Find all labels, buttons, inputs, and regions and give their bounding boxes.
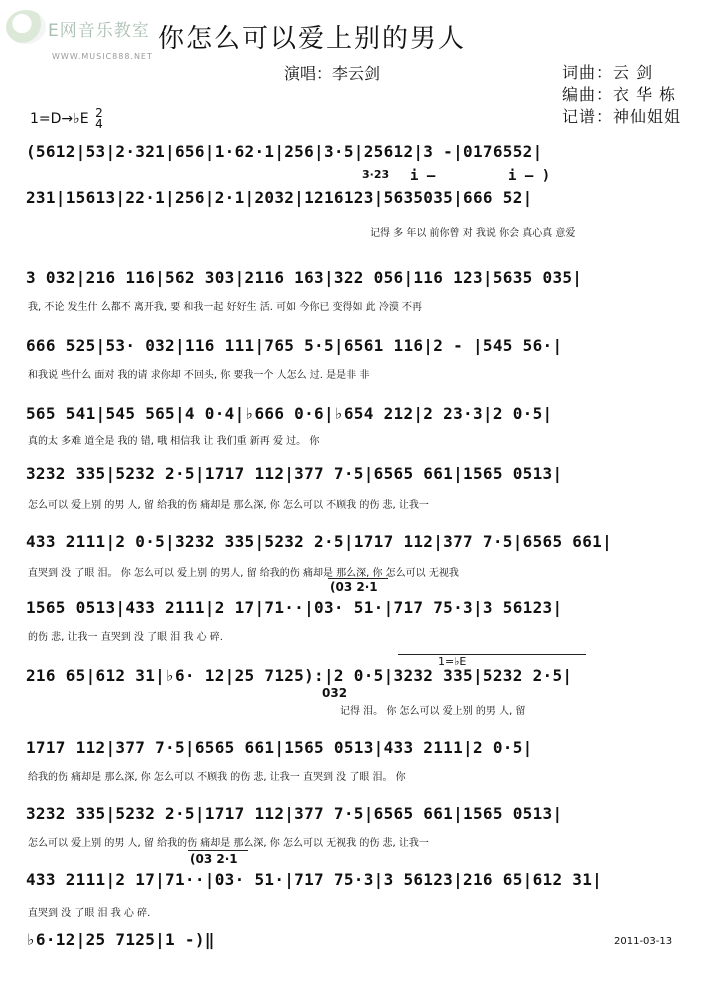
- key-signature: [30, 108, 103, 130]
- time-signature: [95, 108, 103, 130]
- lyric-row-4: 和我说 些什么 面对 我的请 求你却 不回头, 你 要我一个 人怎么 过. 是是非 非: [28, 370, 370, 381]
- lyric-row-12: 直哭到 没 了眼 泪 我 心 碎.: [28, 908, 151, 919]
- alt-ending: 032: [322, 686, 348, 700]
- site-logo: [4, 6, 174, 66]
- site-name: E网音乐教室: [48, 21, 150, 41]
- volta-line-3: [188, 850, 248, 851]
- key-change: 1=♭E: [438, 655, 467, 668]
- notation-row-8: 1565 0513|433 2111|2 17|71··|03· 51·|717 75·3|3 56123|: [26, 598, 563, 617]
- volta-second: (03 2·1: [190, 852, 238, 866]
- notation-row-3: 3 032|216 116|562 303|2116 163|322 056|116 123|5635 035|: [26, 268, 583, 287]
- notation-row-11: 3232 335|5232 2·5|1717 112|377 7·5|6565 661|1565 0513|: [26, 804, 563, 823]
- lyric-row-9: 记得 泪。 你 怎么可以 爱上别 的男 人, 留: [340, 706, 526, 717]
- lyric-row-3: 我, 不论 发生什 么都不 离开我, 要 和我一起 好好生 活. 可如 今你已 变得如 此 冷漠 不再: [28, 302, 423, 313]
- notation-row-2: 231|15613|22·1|256|2·1|2032|1216123|5635035|666 52|: [26, 188, 533, 207]
- site-url: WWW.MUSIC888.NET: [52, 52, 153, 61]
- singer-credit: 演唱：李云剑: [284, 64, 381, 83]
- notation-row-13: ♭6·12|25 7125|1 -)‖: [26, 930, 215, 949]
- arranger-credit: 编曲：衣 华 栋: [562, 85, 677, 104]
- notation-row-4: 666 525|53· 032|116 111|765 5·5|6561 116|2 - |545 56·|: [26, 336, 563, 355]
- transcription-date: 2011-03-13: [614, 936, 673, 947]
- notation-row-12: 433 2111|2 17|71··|03· 51·|717 75·3|3 56123|216 65|612 31|: [26, 870, 603, 889]
- song-title: 你怎么可以爱上别的男人: [158, 24, 467, 54]
- lyric-row-2: 记得 多 年以 前你曾 对 我说 你会 真心真 意爱: [370, 228, 576, 239]
- transcriber-credit: 记谱：神仙姐姐: [562, 107, 682, 126]
- volta-first: (03 2·1: [330, 580, 378, 594]
- lyric-row-10: 给我的伤 痛却是 那么深, 你 怎么可以 不顾我 的伤 悲, 让我一 直哭到 没 了眼 泪。 你: [28, 772, 406, 783]
- time-top: 2: [95, 106, 103, 120]
- notation-row-6: 3232 335|5232 2·5|1717 112|377 7·5|6565 661|1565 0513|: [26, 464, 563, 483]
- hold-note-2: i — ): [508, 168, 551, 184]
- lyric-row-7: 直哭到 没 了眼 泪。 你 怎么可以 爱上别 的男人, 留 给我的伤 痛却是 那么深, 你 怎么可以 无视我: [28, 568, 459, 579]
- hold-note: i —: [410, 168, 436, 184]
- lyricist-credit: 词曲：云 剑: [562, 63, 654, 82]
- time-bottom: 4: [95, 117, 103, 131]
- notation-row-10: 1717 112|377 7·5|6565 661|1565 0513|433 2111|2 0·5|: [26, 738, 533, 757]
- logo-swirl-icon: [6, 10, 46, 44]
- volta-line-2: [398, 654, 586, 655]
- lyric-row-11: 怎么可以 爱上别 的男 人, 留 给我的伤 痛却是 那么深, 你 怎么可以 无视我 的伤 悲, 让我一: [28, 838, 429, 849]
- notation-row-1: (5612|53|2·321|656|1·62·1|256|3·5|25612|3 -|0176552|: [26, 142, 543, 161]
- lyric-row-6: 怎么可以 爱上别 的男 人, 留 给我的伤 痛却是 那么深, 你 怎么可以 不顾我 的伤 悲, 让我一: [28, 500, 429, 511]
- notation-row-5: 565 541|545 565|4 0·4|♭666 0·6|♭654 212|2 23·3|2 0·5|: [26, 404, 553, 423]
- notation-row-7: 433 2111|2 0·5|3232 335|5232 2·5|1717 112|377 7·5|6565 661|: [26, 532, 613, 551]
- key-text: 1=D→♭E: [30, 111, 89, 127]
- notation-row-9: 216 65|612 31|♭6· 12|25 7125):|2 0·5|3232 335|5232 2·5|: [26, 666, 573, 685]
- lyric-row-8: 的伤 悲, 让我一 直哭到 没 了眼 泪 我 心 碎.: [28, 632, 223, 643]
- lyric-row-5: 真的太 多难 道全是 我的 错, 哦 相信我 让 我们重 新再 爱 过。 你: [28, 436, 320, 447]
- grace-notes: 3·23: [362, 168, 390, 181]
